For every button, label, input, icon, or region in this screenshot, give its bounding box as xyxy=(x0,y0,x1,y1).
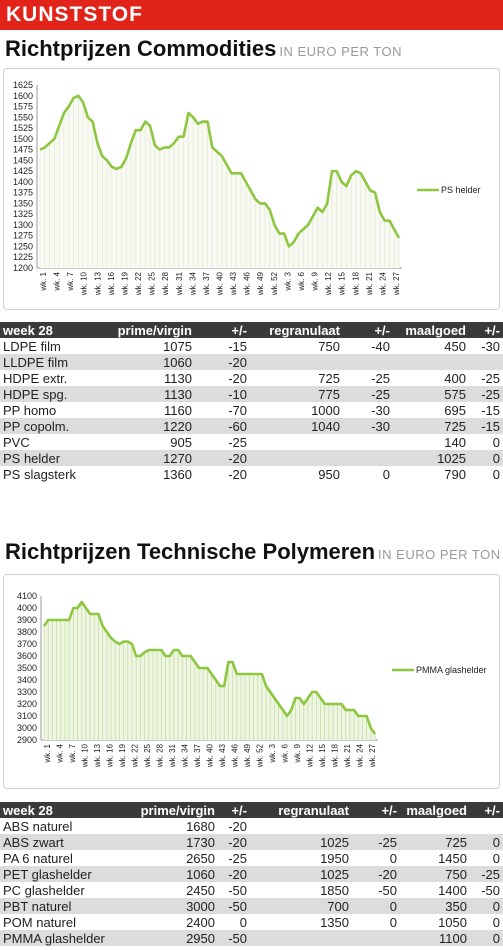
chart-commodities-svg xyxy=(4,69,501,311)
price-cell: -50 xyxy=(481,882,500,898)
price-cell xyxy=(343,434,393,450)
x-tick-label: wk. 6 xyxy=(280,744,290,763)
price-cell: 1450 xyxy=(438,850,467,866)
x-tick-label: wk. 27 xyxy=(392,272,401,296)
price-cell: 0 xyxy=(492,434,500,450)
price-cell: -20 xyxy=(218,866,250,882)
price-cell: 1680 xyxy=(186,818,215,834)
y-tick-label: 3300 xyxy=(16,687,37,697)
price-cell: 2950 xyxy=(122,930,218,946)
table-header-row xyxy=(0,802,503,818)
x-tick-label: wk. 49 xyxy=(256,272,266,296)
column-header: prime/virgin xyxy=(122,802,218,818)
section-banner: KUNSTSTOF xyxy=(0,0,503,30)
x-tick-label: wk. 46 xyxy=(242,272,252,296)
table-row xyxy=(0,434,503,450)
material-name-cell: PVC xyxy=(3,434,30,450)
price-cell: -25 xyxy=(470,866,503,882)
x-tick-label: wk. 21 xyxy=(364,272,374,296)
table-row xyxy=(0,866,503,882)
y-tick-label: 3600 xyxy=(16,651,37,661)
column-header: +/- xyxy=(470,802,503,818)
y-tick-label: 3700 xyxy=(16,639,37,649)
price-cell: 450 xyxy=(444,338,466,354)
x-tick-label: wk. 24 xyxy=(355,744,365,768)
material-name-cell: POM naturel xyxy=(3,914,76,930)
price-cell: -25 xyxy=(228,850,247,866)
price-cell: 140 xyxy=(444,434,466,450)
price-cell: -30 xyxy=(343,418,393,434)
material-name-cell: HDPE spg. xyxy=(0,386,100,402)
section-unit-subtitle: IN EURO PER TON xyxy=(279,44,402,59)
y-tick-label: 4000 xyxy=(16,603,37,613)
column-header: +/- xyxy=(469,322,503,338)
price-cell: 725 xyxy=(318,370,340,386)
price-cell: -50 xyxy=(228,882,247,898)
material-name-cell: PA 6 naturel xyxy=(3,850,73,866)
price-cell: 1040 xyxy=(250,418,343,434)
x-tick-label: wk. 43 xyxy=(218,744,227,768)
x-tick-label: wk. 18 xyxy=(330,744,340,768)
price-cell: 1730 xyxy=(122,834,218,850)
x-tick-label: wk. 31 xyxy=(168,744,177,768)
price-cell: 0 xyxy=(389,914,397,930)
y-tick-label: 3200 xyxy=(16,699,37,709)
price-cell: 905 xyxy=(170,434,192,450)
x-tick-label: wk. 10 xyxy=(79,272,89,296)
section-title-commodities xyxy=(5,36,402,62)
chart-technical-polymers xyxy=(3,574,500,789)
material-name-cell: LDPE film xyxy=(3,338,61,354)
table-row xyxy=(0,898,503,914)
price-cell xyxy=(393,354,469,370)
price-cell: 1400 xyxy=(438,882,467,898)
price-cell: -25 xyxy=(371,370,390,386)
x-tick-label: wk. 27 xyxy=(368,744,377,768)
x-tick-label: wk. 24 xyxy=(378,272,388,296)
price-cell: 1270 xyxy=(100,450,195,466)
price-cell: -50 xyxy=(218,898,250,914)
price-cell xyxy=(250,930,352,946)
y-tick-label: 1225 xyxy=(12,252,33,263)
price-cell: 0 xyxy=(492,914,500,930)
price-cell: 2400 xyxy=(186,914,215,930)
material-name-cell: ABS naturel xyxy=(3,818,73,834)
price-cell: 1360 xyxy=(163,466,192,482)
y-tick-label: 3900 xyxy=(16,615,37,625)
price-cell xyxy=(470,818,503,834)
price-cell: 1000 xyxy=(311,402,340,418)
price-cell: 1160 xyxy=(164,402,192,418)
price-cell: 0 xyxy=(492,850,500,866)
x-tick-label: wk. 21 xyxy=(343,744,352,768)
price-cell: -25 xyxy=(228,434,247,450)
price-cell: 750 xyxy=(318,338,340,354)
x-tick-label: wk. 7 xyxy=(66,272,76,291)
price-cell xyxy=(352,818,400,834)
y-tick-label: 3500 xyxy=(16,663,37,673)
price-cell: 0 xyxy=(382,466,390,482)
price-cell: 700 xyxy=(250,898,352,914)
x-tick-label: wk. 46 xyxy=(230,744,240,768)
y-tick-label: 1375 xyxy=(12,187,33,198)
price-cell: 0 xyxy=(469,450,503,466)
x-tick-label: wk. 43 xyxy=(229,272,239,296)
table-row xyxy=(0,930,503,946)
price-cell: -30 xyxy=(371,402,390,418)
column-header: regranulaat xyxy=(250,322,343,338)
price-cell: -15 xyxy=(228,338,247,354)
material-name-cell: ABS zwart xyxy=(0,834,122,850)
price-cell: 1060 xyxy=(122,866,218,882)
x-tick-label: wk. 9 xyxy=(310,272,320,291)
x-tick-label: wk. 31 xyxy=(174,272,184,296)
x-tick-label: wk. 7 xyxy=(68,744,77,763)
x-tick-label: wk. 18 xyxy=(351,272,361,296)
y-tick-label: 4100 xyxy=(16,591,37,601)
table-row xyxy=(0,450,503,466)
price-cell xyxy=(469,354,503,370)
material-name-cell: PS helder xyxy=(0,450,100,466)
x-tick-label: wk. 28 xyxy=(161,272,171,296)
material-name-cell: HDPE extr. xyxy=(3,370,68,386)
section-title-text: Richtprijzen Technische Polymeren xyxy=(5,539,376,564)
price-cell: -20 xyxy=(195,450,250,466)
price-cell: -25 xyxy=(343,386,393,402)
chart-commodities xyxy=(3,68,500,310)
x-tick-label: wk. 3 xyxy=(268,744,277,763)
column-header: maalgoed xyxy=(400,802,470,818)
price-cell: 725 xyxy=(393,418,469,434)
price-cell: 2450 xyxy=(186,882,215,898)
price-cell xyxy=(343,354,393,370)
y-tick-label: 1325 xyxy=(12,209,33,220)
material-name-cell: PC glashelder xyxy=(3,882,85,898)
column-header: +/- xyxy=(343,322,393,338)
column-header: week 28 xyxy=(0,802,122,818)
material-name-cell: PBT naturel xyxy=(0,898,122,914)
price-cell: 350 xyxy=(400,898,470,914)
x-tick-label: wk. 16 xyxy=(105,744,115,768)
price-cell: -25 xyxy=(481,370,500,386)
x-tick-label: wk. 34 xyxy=(180,744,190,768)
material-name-cell: PP copolm. xyxy=(0,418,100,434)
price-cell: -50 xyxy=(218,930,250,946)
y-tick-label: 3400 xyxy=(16,675,37,685)
section-title-text: Richtprijzen Commodities xyxy=(5,36,277,61)
price-cell: 750 xyxy=(400,866,470,882)
price-cell: 775 xyxy=(250,386,343,402)
price-cell: -20 xyxy=(228,370,247,386)
column-header: +/- xyxy=(218,802,250,818)
y-tick-label: 3100 xyxy=(16,711,37,721)
x-tick-label: wk. 3 xyxy=(283,272,293,291)
y-tick-label: 3000 xyxy=(16,723,37,733)
table-row xyxy=(0,338,503,354)
x-tick-label: wk. 22 xyxy=(134,272,144,296)
price-cell: 1850 xyxy=(320,882,349,898)
x-tick-label: wk. 25 xyxy=(143,744,152,768)
price-cell: -20 xyxy=(228,466,247,482)
material-name-cell: PMMA glashelder xyxy=(0,930,122,946)
y-tick-label: 1350 xyxy=(12,198,33,209)
x-tick-label: wk. 28 xyxy=(155,744,165,768)
x-tick-label: wk. 37 xyxy=(201,272,211,296)
x-tick-label: wk. 15 xyxy=(318,744,327,768)
y-tick-label: 1525 xyxy=(12,123,33,134)
y-tick-label: 1200 xyxy=(12,263,33,273)
y-tick-label: 1250 xyxy=(12,241,33,252)
column-header: week 28 xyxy=(0,322,100,338)
price-cell xyxy=(343,450,393,466)
table-row xyxy=(0,354,503,370)
x-tick-label: wk. 12 xyxy=(305,744,315,768)
price-cell: 950 xyxy=(318,466,340,482)
price-cell xyxy=(250,434,343,450)
table-row xyxy=(0,834,503,850)
price-cell: -70 xyxy=(228,402,247,418)
x-tick-label: wk. 6 xyxy=(296,272,306,291)
y-tick-label: 3800 xyxy=(16,627,37,637)
y-tick-label: 1400 xyxy=(12,176,33,187)
price-cell: 0 xyxy=(470,930,503,946)
price-cell: 1025 xyxy=(393,450,469,466)
price-cell: -40 xyxy=(371,338,390,354)
x-tick-label: wk. 9 xyxy=(293,744,302,763)
table-row xyxy=(0,818,503,834)
price-cell: 3000 xyxy=(122,898,218,914)
price-cell: -20 xyxy=(218,834,250,850)
y-tick-label: 1275 xyxy=(12,230,33,241)
table-row xyxy=(0,418,503,434)
y-tick-label: 2900 xyxy=(16,735,37,745)
table-row xyxy=(0,370,503,386)
price-cell: 695 xyxy=(444,402,466,418)
x-tick-label: wk. 15 xyxy=(337,272,347,296)
x-tick-label: wk. 19 xyxy=(120,272,130,296)
y-tick-label: 1575 xyxy=(12,101,33,112)
y-tick-label: 1625 xyxy=(12,80,33,90)
y-tick-label: 1450 xyxy=(12,155,33,166)
section-title-technical-polymers xyxy=(5,539,501,565)
column-header: +/- xyxy=(352,802,400,818)
price-cell xyxy=(250,450,343,466)
x-tick-label: wk. 34 xyxy=(188,272,198,296)
table-header-row xyxy=(0,322,503,338)
price-cell: 0 xyxy=(470,898,503,914)
x-tick-label: wk. 37 xyxy=(193,744,202,768)
price-cell: 1350 xyxy=(320,914,349,930)
price-cell: -20 xyxy=(228,818,247,834)
x-tick-label: wk. 4 xyxy=(52,272,62,291)
material-name-cell: PP homo xyxy=(3,402,57,418)
x-tick-label: wk. 40 xyxy=(215,272,225,296)
column-header: prime/virgin xyxy=(100,322,195,338)
x-tick-label: wk. 25 xyxy=(147,272,157,296)
x-tick-label: wk. 13 xyxy=(93,744,102,768)
column-header: regranulaat xyxy=(250,802,352,818)
price-cell: 1025 xyxy=(250,834,352,850)
x-tick-label: wk. 16 xyxy=(106,272,116,296)
price-cell: -15 xyxy=(481,402,500,418)
price-cell: 725 xyxy=(400,834,470,850)
price-cell: -20 xyxy=(195,354,250,370)
x-tick-label: wk. 13 xyxy=(93,272,103,296)
y-tick-label: 1550 xyxy=(12,112,33,123)
price-cell: -60 xyxy=(195,418,250,434)
price-cell: 1075 xyxy=(163,338,192,354)
section-unit-subtitle: IN EURO PER TON xyxy=(378,547,501,562)
price-cell: 2650 xyxy=(186,850,215,866)
legend-label: PS helder xyxy=(441,185,481,195)
price-cell xyxy=(250,354,343,370)
column-header: +/- xyxy=(195,322,250,338)
y-tick-label: 1600 xyxy=(12,90,33,101)
price-cell xyxy=(400,818,470,834)
price-cell: 0 xyxy=(470,834,503,850)
x-tick-label: wk. 19 xyxy=(118,744,127,768)
price-cell: -10 xyxy=(195,386,250,402)
x-tick-label: wk. 40 xyxy=(205,744,215,768)
x-tick-label: wk. 12 xyxy=(324,272,334,296)
price-cell: -15 xyxy=(469,418,503,434)
material-name-cell: PS slagsterk xyxy=(3,466,76,482)
x-tick-label: wk. 10 xyxy=(80,744,90,768)
x-tick-label: wk. 22 xyxy=(130,744,140,768)
price-cell: 0 xyxy=(492,466,500,482)
price-cell: -30 xyxy=(481,338,500,354)
price-cell: 1950 xyxy=(320,850,349,866)
price-cell: 400 xyxy=(444,370,466,386)
table-row xyxy=(0,466,503,482)
price-cell: 1050 xyxy=(438,914,467,930)
price-cell: 1220 xyxy=(100,418,195,434)
table-row xyxy=(0,882,503,898)
material-name-cell: PET glashelder xyxy=(0,866,122,882)
y-tick-label: 1425 xyxy=(12,166,33,177)
x-tick-label: wk. 1 xyxy=(39,272,48,291)
x-tick-label: wk. 1 xyxy=(43,744,52,763)
column-header: maalgoed xyxy=(393,322,469,338)
table-row xyxy=(0,850,503,866)
y-tick-label: 1500 xyxy=(12,133,33,144)
price-cell xyxy=(352,930,400,946)
table-row xyxy=(0,402,503,418)
price-table-technical-polymers xyxy=(0,802,503,946)
price-cell: 0 xyxy=(389,850,397,866)
price-cell xyxy=(250,818,352,834)
price-table-commodities xyxy=(0,322,503,482)
x-tick-label: wk. 4 xyxy=(55,744,65,763)
x-tick-label: wk. 52 xyxy=(269,272,279,296)
price-cell: -20 xyxy=(352,866,400,882)
price-cell: -25 xyxy=(352,834,400,850)
price-cell: -50 xyxy=(378,882,397,898)
material-name-cell: LLDPE film xyxy=(0,354,100,370)
price-cell: 0 xyxy=(239,914,247,930)
table-row xyxy=(0,386,503,402)
x-tick-label: wk. 52 xyxy=(255,744,265,768)
price-cell: 1130 xyxy=(164,370,192,386)
price-cell: 0 xyxy=(352,898,400,914)
price-cell: 1025 xyxy=(250,866,352,882)
price-cell: 1100 xyxy=(400,930,470,946)
price-cell: 790 xyxy=(444,466,466,482)
legend-label: PMMA glashelder xyxy=(416,665,487,675)
price-cell: -25 xyxy=(469,386,503,402)
y-tick-label: 1475 xyxy=(12,144,33,155)
price-cell: 575 xyxy=(393,386,469,402)
x-tick-label: wk. 49 xyxy=(243,744,252,768)
price-cell: 1060 xyxy=(100,354,195,370)
table-row xyxy=(0,914,503,930)
y-tick-label: 1300 xyxy=(12,219,33,230)
price-cell: 1130 xyxy=(100,386,195,402)
chart-technical-polymers-svg xyxy=(4,575,501,790)
